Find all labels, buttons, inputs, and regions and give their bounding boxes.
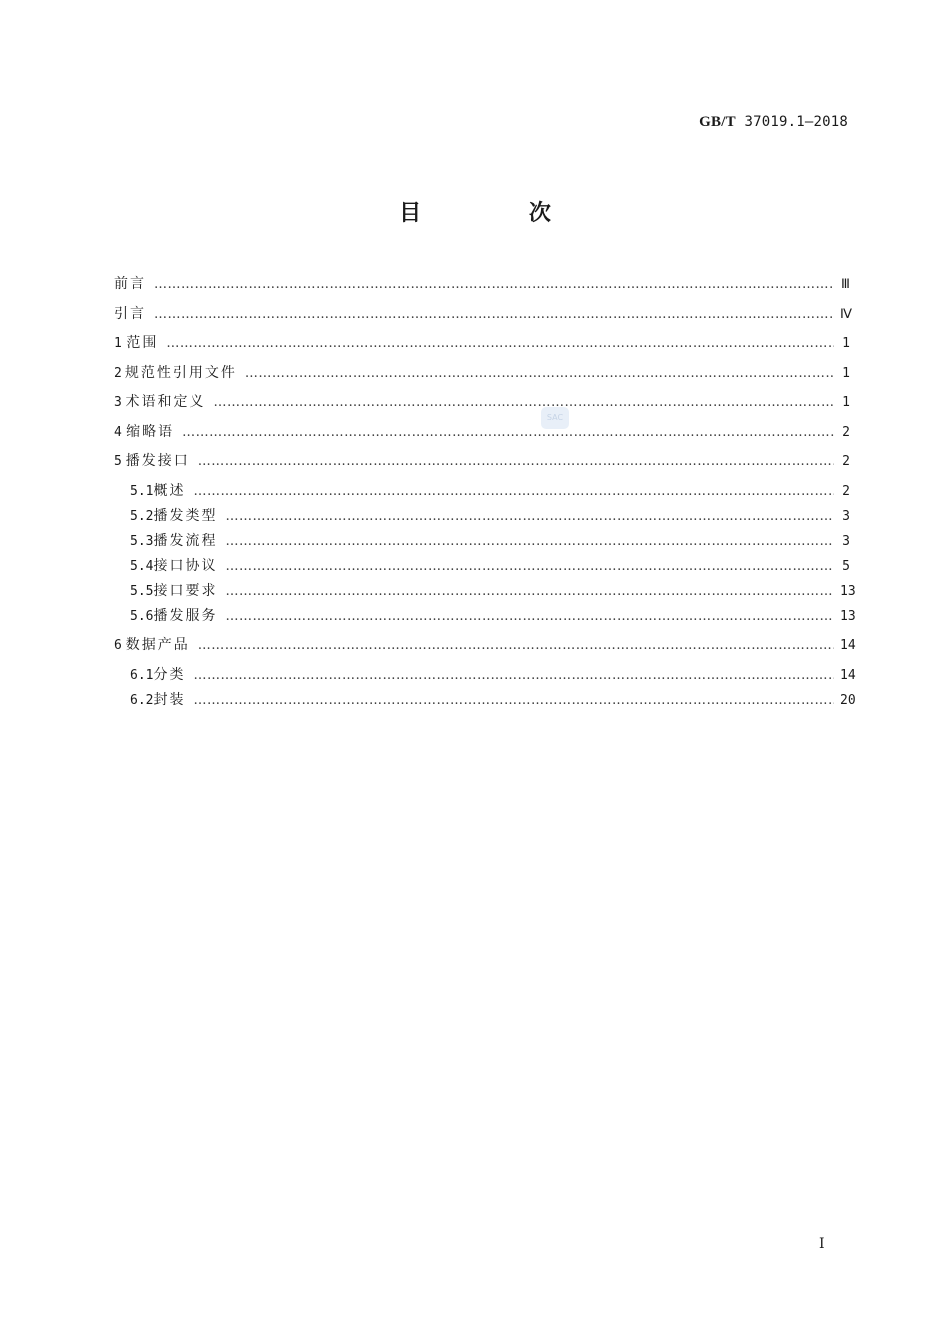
table-of-contents xyxy=(114,272,856,713)
toc-entry-page: 1 xyxy=(842,395,850,410)
toc-entry-label: 播发接口 xyxy=(125,453,190,469)
toc-entry-label: 数据产品 xyxy=(125,637,190,653)
toc-entry-page: 2 xyxy=(842,454,850,469)
toc-entry-number: 5.3 xyxy=(130,533,154,549)
toc-entry-label: 前言 xyxy=(114,276,146,292)
toc-entry-label: 引言 xyxy=(114,305,146,322)
toc-entry-page: 20 xyxy=(840,692,856,708)
toc-entry-6-1[interactable] xyxy=(114,663,856,688)
toc-entry-6-2[interactable] xyxy=(114,688,856,713)
leader-dots xyxy=(198,633,834,658)
toc-entry-5-4[interactable] xyxy=(114,554,850,579)
toc-entry-label: 播发类型 xyxy=(153,507,218,524)
leader-dots xyxy=(198,449,834,474)
toc-entry-label: 播发服务 xyxy=(153,607,218,624)
toc-entry-5-6[interactable] xyxy=(114,604,856,634)
toc-entry-5-3[interactable] xyxy=(114,529,850,554)
toc-entry-page: 3 xyxy=(842,508,850,524)
standard-number: 37019.1—2018 xyxy=(744,114,848,130)
toc-entry-label: 缩略语 xyxy=(126,423,175,440)
toc-entry-page: Ⅳ xyxy=(840,306,852,322)
toc-entry-number: 6 xyxy=(114,638,122,653)
toc-entry-label: 分类 xyxy=(153,666,186,683)
toc-entry-number: 4 xyxy=(114,424,122,440)
toc-entry-page: 13 xyxy=(840,583,856,599)
toc-entry-6[interactable] xyxy=(114,633,856,663)
toc-entry-number: 5.2 xyxy=(130,508,154,524)
leader-dots xyxy=(225,579,834,604)
toc-entry-label: 术语和定义 xyxy=(125,394,206,410)
leader-dots xyxy=(213,390,834,415)
toc-entry-number: 6.1 xyxy=(130,667,154,683)
toc-entry-5-1[interactable] xyxy=(114,479,850,504)
toc-entry-2[interactable] xyxy=(114,361,850,391)
page-title: 目 次 xyxy=(399,201,601,226)
toc-entry-label: 概述 xyxy=(153,482,186,499)
toc-entry-page: 2 xyxy=(842,483,850,499)
toc-entry-page: 1 xyxy=(842,365,850,381)
toc-entry-label: 接口协议 xyxy=(153,557,218,574)
toc-entry-page: Ⅲ xyxy=(841,277,850,292)
toc-entry-number: 1 xyxy=(114,336,122,351)
standard-code xyxy=(699,114,848,131)
toc-entry-introduction[interactable] xyxy=(114,302,850,332)
leader-dots xyxy=(225,529,834,554)
leader-dots xyxy=(193,688,834,713)
toc-entry-5-2[interactable] xyxy=(114,504,850,529)
toc-entry-4[interactable] xyxy=(114,420,850,450)
toc-entry-5-5[interactable] xyxy=(114,579,856,604)
leader-dots xyxy=(225,504,834,529)
leader-dots xyxy=(154,272,834,297)
leader-dots xyxy=(225,554,834,579)
watermark-logo: SAC xyxy=(541,407,569,429)
page-number: Ⅰ xyxy=(819,1237,825,1252)
toc-entry-number: 5.4 xyxy=(130,558,154,574)
leader-dots xyxy=(245,361,834,386)
leader-dots xyxy=(182,420,834,445)
toc-entry-3[interactable] xyxy=(114,390,850,420)
toc-entry-label: 播发流程 xyxy=(153,532,218,549)
toc-entry-label: 接口要求 xyxy=(153,582,218,599)
leader-dots xyxy=(166,331,834,356)
toc-entry-page: 5 xyxy=(842,558,850,574)
toc-entry-number: 3 xyxy=(114,395,122,410)
leader-dots xyxy=(225,604,834,629)
toc-entry-page: 2 xyxy=(842,424,850,440)
standard-prefix: GB/T xyxy=(699,114,736,130)
toc-entry-number: 5.6 xyxy=(130,608,154,624)
toc-entry-page: 14 xyxy=(840,638,856,653)
toc-entry-label: 封装 xyxy=(153,691,186,708)
toc-entry-foreword[interactable] xyxy=(114,272,850,302)
leader-dots xyxy=(154,302,834,327)
leader-dots xyxy=(193,663,834,688)
toc-entry-number: 5.5 xyxy=(130,583,154,599)
toc-entry-number: 2 xyxy=(114,365,122,381)
toc-entry-number: 5.1 xyxy=(130,483,154,499)
toc-entry-number: 5 xyxy=(114,454,122,469)
toc-entry-page: 13 xyxy=(840,608,856,624)
leader-dots xyxy=(193,479,834,504)
toc-entry-number: 6.2 xyxy=(130,692,154,708)
toc-entry-1[interactable] xyxy=(114,331,850,361)
toc-entry-5[interactable] xyxy=(114,449,850,479)
toc-entry-page: 14 xyxy=(840,667,856,683)
toc-entry-page: 1 xyxy=(842,336,850,351)
toc-entry-label: 规范性引用文件 xyxy=(124,364,237,381)
toc-entry-label: 范围 xyxy=(126,335,159,351)
toc-entry-page: 3 xyxy=(842,533,850,549)
